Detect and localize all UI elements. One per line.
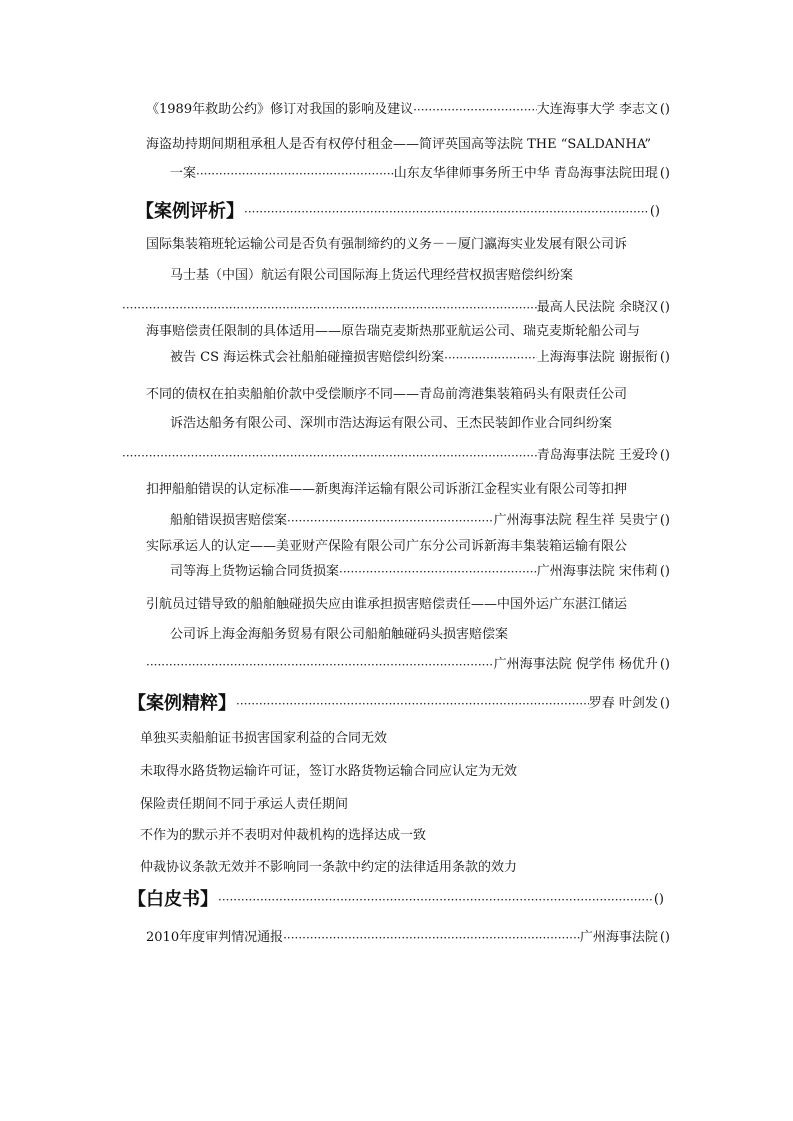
toc-title-cont: 诉浩达船务有限公司、深圳市浩达海运有限公司、王杰民装卸作业合同纠纷案 xyxy=(170,416,613,431)
toc-title: 扣押船舶错误的认定标准——新奥海洋运输有限公司诉浙江金程实业有限公司等扣押 xyxy=(146,482,628,497)
leader-dots xyxy=(339,561,537,583)
toc-title: 国际集装箱班轮运输公司是否负有强制缔约的义务－－厦门瀛海实业发展有限公司诉 xyxy=(146,237,628,252)
toc-page: () xyxy=(659,448,670,463)
toc-entry[interactable] xyxy=(170,163,670,185)
toc-title: 单独买卖船舶证书损害国家利益的合同无效 xyxy=(140,731,388,746)
section-title: 【案例精粹】 xyxy=(128,693,236,714)
toc-entry[interactable] xyxy=(170,347,670,369)
toc-page: () xyxy=(659,513,670,528)
toc-author: 上海海事法院 谢振衔 xyxy=(536,350,658,365)
toc-title-cont: 船舶错误损害赔偿案 xyxy=(170,513,288,528)
toc-author: 罗春 叶剑发 xyxy=(588,696,658,711)
toc-author: 广州海事法院 xyxy=(579,930,658,945)
toc-entry-line[interactable] xyxy=(146,134,670,156)
leader-dots xyxy=(283,927,580,949)
toc-title: 海事赔偿责任限制的具体适用——原告瑞克麦斯热那亚航运公司、瑞克麦斯轮船公司与 xyxy=(146,324,641,339)
toc-page: () xyxy=(659,564,670,579)
section-title: 【白皮书】 xyxy=(128,889,218,910)
toc-entry[interactable] xyxy=(140,825,670,847)
toc-entry-line[interactable] xyxy=(146,234,670,256)
toc-title-cont: 被告 CS 海运株式会社船舶碰撞损害赔偿纠纷案 xyxy=(170,350,445,365)
toc-page: () xyxy=(659,696,670,711)
leader-dots xyxy=(146,654,494,676)
toc-page: () xyxy=(659,350,670,365)
toc-page: () xyxy=(659,657,670,672)
leader-dots xyxy=(236,693,589,715)
toc-author: 广州海事法院 宋伟莉 xyxy=(536,564,658,579)
section-heading[interactable] xyxy=(128,886,664,914)
leader-dots xyxy=(287,510,494,532)
toc-entry-line[interactable] xyxy=(146,384,670,406)
toc-title: 未取得水路货物运输许可证，签订水路货物运输合同应认定为无效 xyxy=(140,764,518,779)
leader-dots xyxy=(244,201,648,223)
toc-entry-line[interactable] xyxy=(146,536,676,558)
toc-author: 青岛海事法院 王爱玲 xyxy=(536,448,658,463)
toc-entry[interactable] xyxy=(170,510,670,532)
toc-page: () xyxy=(649,204,660,219)
toc-entry-line[interactable] xyxy=(170,413,670,435)
toc-author: 最高人民法院 余晓汉 xyxy=(536,300,658,315)
toc-entry-line[interactable] xyxy=(146,479,670,501)
toc-entry[interactable] xyxy=(122,445,670,467)
toc-title: 海盗劫持期间期租承租人是否有权停付租金——简评英国高等法院 THE “SALDANHA” xyxy=(146,137,651,152)
toc-entry[interactable] xyxy=(140,857,670,879)
toc-entry[interactable] xyxy=(140,761,670,783)
toc-title: 2010年度审判情况通报 xyxy=(146,930,284,945)
toc-author: 广州海事法院 程生祥 吴贵宁 xyxy=(493,513,658,528)
toc-title: 不同的债权在拍卖船舶价款中受偿顺序不同——青岛前湾港集装箱码头有限责任公司 xyxy=(146,387,628,402)
toc-page: () xyxy=(659,300,670,315)
toc-entry[interactable] xyxy=(140,794,670,816)
toc-entry[interactable] xyxy=(146,927,670,949)
toc-entry[interactable] xyxy=(170,561,670,583)
toc-entry-line[interactable] xyxy=(146,321,670,343)
toc-entry[interactable] xyxy=(146,654,670,676)
toc-title: 保险责任期间不同于承运人责任期间 xyxy=(140,797,349,812)
toc-page: () xyxy=(659,930,670,945)
toc-entry[interactable] xyxy=(122,297,670,319)
section-heading[interactable] xyxy=(136,198,660,226)
toc-entry-line[interactable] xyxy=(170,265,670,287)
toc-author: 大连海事大学 李志文 xyxy=(536,102,658,117)
leader-dots xyxy=(218,889,652,911)
toc-title: 实际承运人的认定——美亚财产保险有限公司广东分公司诉新海丰集装箱运输有限公 xyxy=(146,539,628,554)
toc-title-cont: 马士基（中国）航运有限公司国际海上货运代理经营权损害赔偿纠纷案 xyxy=(170,268,574,283)
section-title: 【案例评析】 xyxy=(136,201,244,222)
toc-title: 《1989年救助公约》修订对我国的影响及建议 xyxy=(146,102,414,117)
section-heading[interactable] xyxy=(128,690,670,718)
toc-entry-line[interactable] xyxy=(170,624,670,646)
toc-entry-line[interactable] xyxy=(146,594,676,616)
toc-title: 不作为的默示并不表明对仲裁机构的选择达成一致 xyxy=(140,828,427,843)
toc-entry[interactable] xyxy=(140,728,670,750)
toc-title: 引航员过错导致的船舶触碰损失应由谁承担损害赔偿责任——中国外运广东湛江储运 xyxy=(146,597,628,612)
toc-entry[interactable] xyxy=(146,99,670,121)
toc-page: () xyxy=(653,892,664,907)
leader-dots xyxy=(122,445,537,467)
toc-page: () xyxy=(659,102,670,117)
toc-author: 山东友华律师事务所王中华 青岛海事法院田琨 xyxy=(393,166,658,181)
leader-dots xyxy=(196,163,394,185)
toc-title-cont: 一案 xyxy=(170,166,197,181)
leader-dots xyxy=(444,347,537,369)
toc-title-cont: 司等海上货物运输合同货损案 xyxy=(170,564,340,579)
leader-dots xyxy=(122,297,537,319)
leader-dots xyxy=(413,99,537,121)
toc-author: 广州海事法院 倪学伟 杨优升 xyxy=(493,657,658,672)
toc-title: 仲裁协议条款无效并不影响同一条款中约定的法律适用条款的效力 xyxy=(140,860,518,875)
toc-page: () xyxy=(659,166,670,181)
toc-title-cont: 公司诉上海金海船务贸易有限公司船舶触碰码头损害赔偿案 xyxy=(170,627,509,642)
